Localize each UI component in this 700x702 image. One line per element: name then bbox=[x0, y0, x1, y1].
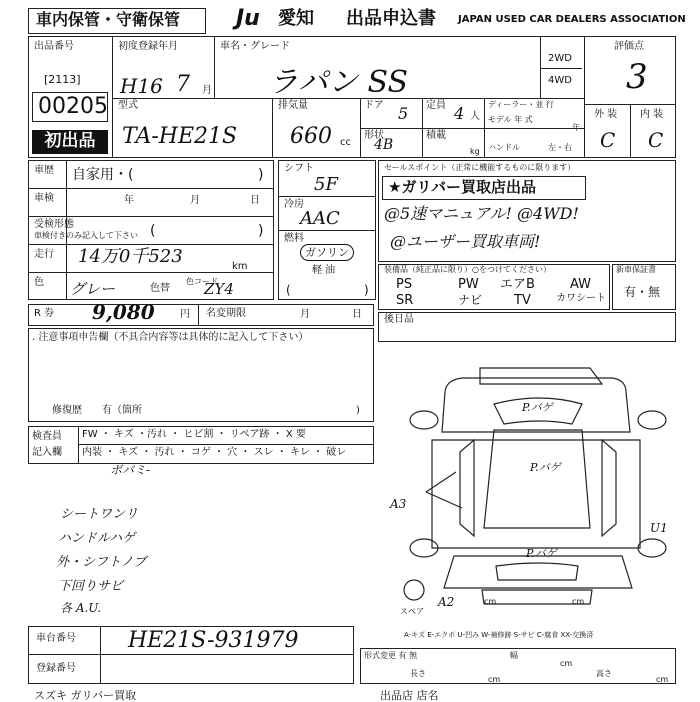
shape-label: 形状 bbox=[364, 130, 384, 141]
color-code: ZY4 bbox=[204, 280, 234, 298]
sales-line-2: @ユーザー買取車両! bbox=[390, 232, 541, 251]
door-value: 5 bbox=[398, 104, 409, 123]
load-unit: kg bbox=[470, 147, 480, 156]
diagram-spare: スペア bbox=[400, 607, 424, 616]
equip-aw: AW bbox=[570, 277, 592, 292]
damage-legend: A-キズ E-エクボ U-凹み W-補修跡 S-サビ C-腐食 XX-交換済 bbox=[404, 631, 594, 639]
cap-label: 定員 bbox=[426, 100, 446, 111]
ext-label: 外 装 bbox=[594, 109, 618, 120]
equip-airbag: エアB bbox=[500, 277, 535, 292]
sales-line-1: @5速マニュアル! @4WD! bbox=[384, 204, 579, 223]
fuel-paren-close: ) bbox=[364, 283, 369, 297]
shift-label: シフト bbox=[284, 163, 314, 174]
fuel-diesel: 軽 油 bbox=[312, 265, 336, 276]
diagram-mark-rear: P.バゲ bbox=[526, 547, 557, 560]
fuel-label: 燃料 bbox=[284, 233, 304, 244]
disp-label: 排気量 bbox=[278, 100, 308, 111]
model-label: 車名・グレード bbox=[220, 41, 290, 52]
sales-banner: ★ガリバー買取店出品 bbox=[388, 178, 536, 196]
score-value: 3 bbox=[626, 57, 648, 97]
dim-length: 長さ bbox=[410, 669, 426, 678]
color-value: グレー bbox=[70, 280, 116, 298]
equip-ps: PS bbox=[396, 277, 413, 292]
name-change-label: 名変期限 bbox=[206, 308, 246, 319]
lot-number: 00205 bbox=[38, 94, 108, 119]
mileage-label: 走行 bbox=[34, 249, 54, 260]
type-label: 型式 bbox=[118, 100, 138, 111]
equip-pw: PW bbox=[458, 277, 479, 292]
dim-height: 高さ bbox=[596, 669, 612, 678]
score-label: 評価点 bbox=[614, 41, 644, 52]
warranty-opts: 有・無 bbox=[624, 285, 661, 299]
chassis-label: 車台番号 bbox=[36, 633, 76, 644]
inspect-label: 車検 bbox=[34, 193, 54, 204]
checker-row-2: 内装 ・ キズ ・ 汚れ ・ コゲ ・ 穴 ・ スレ ・ キレ ・ 破レ bbox=[82, 447, 347, 458]
checker-row-1: FW ・ キズ ・汚れ ・ ヒビ割 ・ リペア跡 ・ X 要 bbox=[82, 429, 306, 440]
reg-number-label: 登録番号 bbox=[36, 663, 76, 674]
cap-unit: 人 bbox=[470, 111, 480, 122]
shape-value: 4B bbox=[374, 137, 394, 153]
note-4: 下回りサビ bbox=[58, 579, 124, 594]
equip-leather: カワシート bbox=[556, 293, 606, 304]
fuel-paren: ( bbox=[286, 283, 291, 297]
dim-cm-2: cm bbox=[560, 659, 573, 668]
door-label: ドア bbox=[364, 100, 384, 111]
int-grade: C bbox=[648, 128, 664, 152]
note-2: ハンドルハゲ bbox=[58, 531, 136, 546]
diagram-mark-hood: P.バゲ bbox=[522, 401, 553, 414]
shift-value: 5F bbox=[314, 174, 338, 195]
equip-sr: SR bbox=[396, 293, 414, 308]
usage-value: 自家用・( bbox=[72, 167, 134, 183]
usage-label: 車歴 bbox=[34, 165, 54, 176]
handle-opts: 左・右 bbox=[548, 143, 572, 152]
usage-close: ) bbox=[258, 167, 264, 183]
shape-change: 形式変更 有 無 bbox=[364, 651, 418, 660]
reg-era: H16 bbox=[120, 74, 163, 98]
equip-tv: TV bbox=[514, 293, 531, 308]
note-3: 外・シフトノブ bbox=[56, 555, 147, 570]
r-ticket-value: 9,080 bbox=[92, 300, 155, 324]
color-label: 色 bbox=[34, 277, 44, 288]
inspect-year: 年 bbox=[124, 195, 134, 206]
reg-month: 7 bbox=[176, 72, 190, 97]
diagram-cm-2: cm bbox=[572, 597, 585, 606]
ac-value: AAC bbox=[300, 208, 340, 229]
ext-grade: C bbox=[600, 128, 616, 152]
diagram-mark-roof: P.バゲ bbox=[530, 461, 561, 474]
mileage-value: 14万0千523 bbox=[78, 246, 183, 267]
footer-dealer: スズキ ガリバー買取 bbox=[34, 689, 137, 702]
accept-open: ( bbox=[150, 223, 156, 239]
r-ticket-unit: 円 bbox=[180, 309, 190, 320]
warranty-label: 新車保証書 bbox=[616, 265, 656, 274]
lot-label: 出品番号 bbox=[34, 41, 74, 52]
first-listing-badge: 初出品 bbox=[32, 130, 108, 154]
name-change-day: 日 bbox=[352, 309, 362, 320]
color-code-label: 色コード bbox=[186, 277, 218, 286]
diagram-mark-u1: U1 bbox=[650, 521, 668, 535]
checker-row-3: ボバミ- bbox=[110, 463, 151, 477]
note-1: シートワンリ bbox=[60, 507, 139, 522]
storage-label: 車内保管・守衛保管 bbox=[36, 10, 181, 29]
cap-value: 4 bbox=[454, 104, 465, 123]
dim-width: 幅 bbox=[510, 651, 518, 660]
accept-close: ) bbox=[258, 223, 264, 239]
sales-point-label: セールスポイント（正常に機能するものに限ります） bbox=[384, 163, 576, 172]
inspect-month: 月 bbox=[190, 195, 200, 206]
int-label: 内 装 bbox=[640, 109, 664, 120]
association-name: JAPAN USED CAR DEALERS ASSOCIATION bbox=[458, 14, 686, 25]
r-ticket-label: R 券 bbox=[34, 308, 55, 319]
name-change-month: 月 bbox=[300, 309, 310, 320]
checker-label-1: 検査員 bbox=[32, 431, 62, 442]
model-year-unit: 年 bbox=[572, 123, 580, 132]
model-name: ラパン SS bbox=[268, 65, 409, 100]
drive-4wd: 4WD bbox=[548, 75, 572, 86]
disp-value: 660 bbox=[290, 124, 332, 149]
lot-bracket: [2113] bbox=[44, 73, 81, 86]
after-label: 後日品 bbox=[384, 314, 414, 325]
reg-label: 初度登録年月 bbox=[118, 41, 178, 52]
ju-logo: Ju bbox=[236, 6, 260, 31]
dim-cm-3: cm bbox=[656, 675, 669, 684]
diagram-mark-a3: A3 bbox=[390, 497, 407, 511]
equip-navi: ナビ bbox=[458, 293, 483, 307]
mileage-unit: km bbox=[232, 261, 248, 272]
repair-close: ) bbox=[356, 405, 360, 416]
model-year-label: モデル 年 式 bbox=[488, 115, 533, 124]
diagram-cm-1: cm bbox=[484, 597, 497, 606]
reg-month-unit: 月 bbox=[202, 85, 212, 96]
form-title: 出品申込書 bbox=[346, 8, 436, 29]
drive-2wd: 2WD bbox=[548, 53, 572, 64]
note-5: 各 A.U. bbox=[60, 601, 102, 615]
footer-dealer-2: 出品店 店名 bbox=[380, 689, 439, 702]
color-no-label: 色替 bbox=[150, 283, 170, 294]
accept-note: 車検付きのみ記入して下さい bbox=[34, 231, 138, 240]
equipment-label: 装備品（純正品に限り）○をつけてください） bbox=[384, 265, 551, 274]
notes-label: . 注意事項申告欄（不具合内容等は具体的に記入して下さい） bbox=[32, 332, 309, 343]
dim-cm-1: cm bbox=[488, 675, 501, 684]
fuel-gas: ガソリン bbox=[300, 244, 354, 261]
accept-label: 受検形態 bbox=[34, 219, 74, 230]
org-name: 愛知 bbox=[278, 8, 314, 29]
load-label: 積載 bbox=[426, 130, 446, 141]
checker-label-2: 記入欄 bbox=[32, 447, 62, 458]
ac-label: 冷房 bbox=[284, 199, 304, 210]
handle-label: ハンドル bbox=[488, 143, 520, 152]
repair-label: 修復歴 有（箇所 bbox=[52, 405, 142, 416]
disp-unit: cc bbox=[340, 137, 351, 148]
inspect-day: 日 bbox=[250, 195, 260, 206]
dealer-label: ディーラー・並 行 bbox=[488, 100, 554, 109]
diagram-mark-a2: A2 bbox=[438, 595, 455, 609]
chassis-value: HE21S-931979 bbox=[128, 628, 299, 653]
type-value: TA-HE21S bbox=[122, 124, 238, 149]
